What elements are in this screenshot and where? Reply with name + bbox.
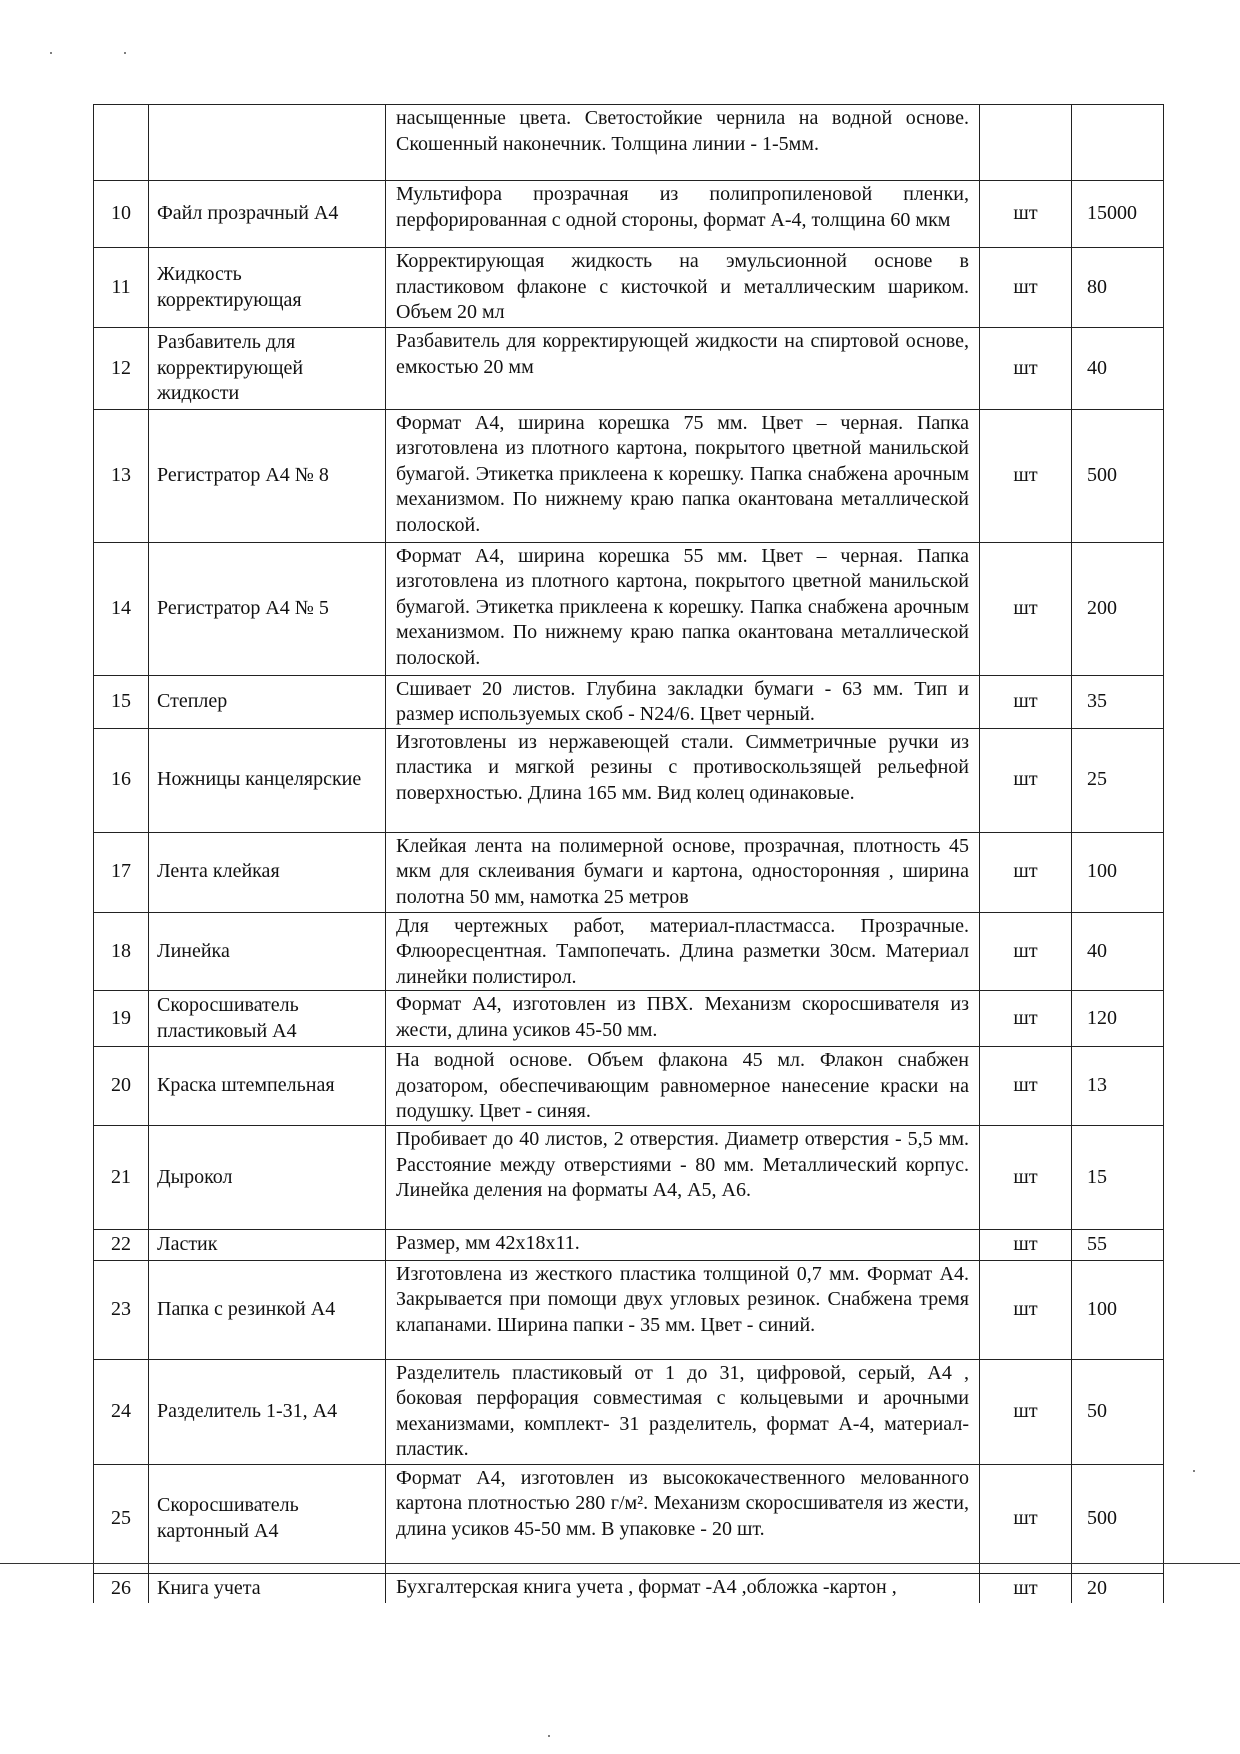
cell-desc: Пробивает до 40 листов, 2 отверстия. Диаметр отверстия - 5,5 мм. Расстояние между отверстиями - 80 мм. Металлический корпус. Линейка деления на форматы А4, А5, А6. xyxy=(386,1126,980,1230)
cell-qty: 100 xyxy=(1072,832,1164,912)
cell-name: Краска штемпельная xyxy=(149,1047,386,1126)
cell-num xyxy=(94,105,149,181)
table-row xyxy=(94,1230,1164,1261)
cell-name: Ластик xyxy=(149,1230,386,1261)
cell-desc: На водной основе. Объем флакона 45 мл. Флакон снабжен дозатором, обеспечивающим равномерное нанесение краски на подушку. Цвет - синяя. xyxy=(386,1047,980,1126)
table-row xyxy=(94,1464,1164,1573)
cell-unit: шт xyxy=(980,912,1072,991)
cell-unit: шт xyxy=(980,181,1072,248)
cell-qty: 15 xyxy=(1072,1126,1164,1230)
cell-num: 19 xyxy=(94,991,149,1047)
cell-desc: Клейкая лента на полимерной основе, прозрачная, плотность 45 мкм для склеивания бумаги и картона, односторонняя , ширина полотна 50 мм, намотка 25 метров xyxy=(386,832,980,912)
cell-name: Ножницы канцелярские xyxy=(149,728,386,832)
cell-qty: 15000 xyxy=(1072,181,1164,248)
cell-name: Регистратор А4 № 5 xyxy=(149,542,386,675)
cell-name: Скоросшиватель пластиковый А4 xyxy=(149,991,386,1047)
cell-name: Книга учета xyxy=(149,1573,386,1603)
cell-unit: шт xyxy=(980,409,1072,542)
table-row xyxy=(94,832,1164,912)
table-row xyxy=(94,1260,1164,1359)
cell-name: Линейка xyxy=(149,912,386,991)
cell-qty: 20 xyxy=(1072,1573,1164,1603)
cell-unit: шт xyxy=(980,1047,1072,1126)
cell-qty: 55 xyxy=(1072,1230,1164,1261)
cell-qty: 80 xyxy=(1072,248,1164,328)
cell-name: Степлер xyxy=(149,675,386,728)
cell-desc: Мультифора прозрачная из полипропиленовой пленки, перфорированная с одной стороны, формат А-4, толщина 60 мкм xyxy=(386,181,980,248)
table-row xyxy=(94,1359,1164,1464)
cell-num: 26 xyxy=(94,1573,149,1603)
cell-unit: шт xyxy=(980,1126,1072,1230)
cell-name: Лента клейкая xyxy=(149,832,386,912)
cell-name xyxy=(149,105,386,181)
cell-desc: Изготовлена из жесткого пластика толщиной 0,7 мм. Формат А4. Закрывается при помощи двух угловых резинок. Снабжена тремя клапанами. Ширина папки - 35 мм. Цвет - синий. xyxy=(386,1260,980,1359)
table-row xyxy=(94,1126,1164,1230)
cell-unit: шт xyxy=(980,832,1072,912)
cell-num: 15 xyxy=(94,675,149,728)
cell-unit: шт xyxy=(980,1230,1072,1261)
cell-desc: Разделитель пластиковый от 1 до 31, цифровой, серый, А4 , боковая перфорация совместимая с кольцевыми и арочными механизмами, комплект- 31 разделитель, формат А-4, материал-пластик. xyxy=(386,1359,980,1464)
cell-desc: Формат А4, изготовлен из высококачественного мелованного картона плотностью 280 г/м². Механизм скоросшивателя из жести, длина усиков 45-50 мм. В упаковке - 20 шт. xyxy=(386,1464,980,1573)
table-row xyxy=(94,328,1164,410)
items-table xyxy=(93,104,1164,1603)
cell-unit: шт xyxy=(980,1359,1072,1464)
cell-num: 22 xyxy=(94,1230,149,1261)
cell-num: 23 xyxy=(94,1260,149,1359)
cell-unit: шт xyxy=(980,1464,1072,1573)
cell-qty: 50 xyxy=(1072,1359,1164,1464)
table-row xyxy=(94,542,1164,675)
cell-qty: 500 xyxy=(1072,409,1164,542)
table-row xyxy=(94,105,1164,181)
table-row xyxy=(94,1573,1164,1603)
cell-name: Папка с резинкой А4 xyxy=(149,1260,386,1359)
cell-num: 24 xyxy=(94,1359,149,1464)
table-row xyxy=(94,912,1164,991)
scan-edge-line xyxy=(0,1563,1240,1564)
cell-name: Дырокол xyxy=(149,1126,386,1230)
cell-num: 13 xyxy=(94,409,149,542)
cell-qty: 200 xyxy=(1072,542,1164,675)
cell-desc: Сшивает 20 листов. Глубина закладки бумаги - 63 мм. Тип и размер используемых скоб - N24/6. Цвет черный. xyxy=(386,675,980,728)
table-row xyxy=(94,728,1164,832)
cell-qty: 40 xyxy=(1072,912,1164,991)
cell-name: Регистратор А4 № 8 xyxy=(149,409,386,542)
cell-desc: Размер, мм 42х18х11. xyxy=(386,1230,980,1261)
cell-qty: 13 xyxy=(1072,1047,1164,1126)
cell-desc: Для чертежных работ, материал-пластмасса. Прозрачные. Флюоресцентная. Тампопечать. Длина разметки 30см. Материал линейки полистирол. xyxy=(386,912,980,991)
cell-qty: 25 xyxy=(1072,728,1164,832)
table-row xyxy=(94,409,1164,542)
cell-unit: шт xyxy=(980,728,1072,832)
cell-unit: шт xyxy=(980,1260,1072,1359)
cell-unit xyxy=(980,105,1072,181)
cell-num: 16 xyxy=(94,728,149,832)
cell-num: 11 xyxy=(94,248,149,328)
cell-desc: Формат А4, ширина корешка 75 мм. Цвет – черная. Папка изготовлена из плотного картона, покрытого цветной манильской бумагой. Этикетка приклеена к корешку. Папка снабжена арочным механизмом. По нижнему краю папка окантована металлической полоской. xyxy=(386,409,980,542)
cell-unit: шт xyxy=(980,1573,1072,1603)
cell-name: Жидкость корректирующая xyxy=(149,248,386,328)
items-table-body xyxy=(94,105,1164,1604)
cell-desc: насыщенные цвета. Светостойкие чернила на водной основе. Скошенный наконечник. Толщина линии - 1-5мм. xyxy=(386,105,980,181)
cell-num: 25 xyxy=(94,1464,149,1573)
cell-name: Скоросшиватель картонный А4 xyxy=(149,1464,386,1573)
cell-name: Разделитель 1-31, А4 xyxy=(149,1359,386,1464)
cell-desc: Корректирующая жидкость на эмульсионной основе в пластиковом флаконе с кисточкой и металлическим шариком. Объем 20 мл xyxy=(386,248,980,328)
table-row xyxy=(94,1047,1164,1126)
cell-unit: шт xyxy=(980,328,1072,410)
cell-name: Разбавитель для корректирующей жидкости xyxy=(149,328,386,410)
cell-num: 12 xyxy=(94,328,149,410)
cell-qty xyxy=(1072,105,1164,181)
table-row xyxy=(94,991,1164,1047)
cell-qty: 500 xyxy=(1072,1464,1164,1573)
cell-unit: шт xyxy=(980,248,1072,328)
table-row xyxy=(94,675,1164,728)
cell-desc: Изготовлены из нержавеющей стали. Симметричные ручки из пластика и мягкой резины с противоскользящей рельефной поверхностью. Длина 165 мм. Вид колец одинаковые. xyxy=(386,728,980,832)
cell-desc: Бухгалтерская книга учета , формат -А4 ,обложка -картон , xyxy=(386,1573,980,1603)
cell-num: 14 xyxy=(94,542,149,675)
cell-desc: Формат А4, изготовлен из ПВХ. Механизм скоросшивателя из жести, длина усиков 45-50 мм. xyxy=(386,991,980,1047)
cell-unit: шт xyxy=(980,991,1072,1047)
cell-desc: Формат А4, ширина корешка 55 мм. Цвет – черная. Папка изготовлена из плотного картона, покрытого цветной манильской бумагой. Этикетка приклеена к корешку. Папка снабжена арочным механизмом. По нижнему краю папка окантована металлической полоской. xyxy=(386,542,980,675)
cell-qty: 40 xyxy=(1072,328,1164,410)
table-row xyxy=(94,248,1164,328)
cell-name: Файл прозрачный А4 xyxy=(149,181,386,248)
cell-qty: 100 xyxy=(1072,1260,1164,1359)
cell-num: 18 xyxy=(94,912,149,991)
cell-unit: шт xyxy=(980,675,1072,728)
cell-qty: 120 xyxy=(1072,991,1164,1047)
cell-desc: Разбавитель для корректирующей жидкости на спиртовой основе, емкостью 20 мм xyxy=(386,328,980,410)
cell-num: 17 xyxy=(94,832,149,912)
cell-num: 20 xyxy=(94,1047,149,1126)
cell-unit: шт xyxy=(980,542,1072,675)
cell-num: 21 xyxy=(94,1126,149,1230)
cell-qty: 35 xyxy=(1072,675,1164,728)
cell-num: 10 xyxy=(94,181,149,248)
table-row xyxy=(94,181,1164,248)
